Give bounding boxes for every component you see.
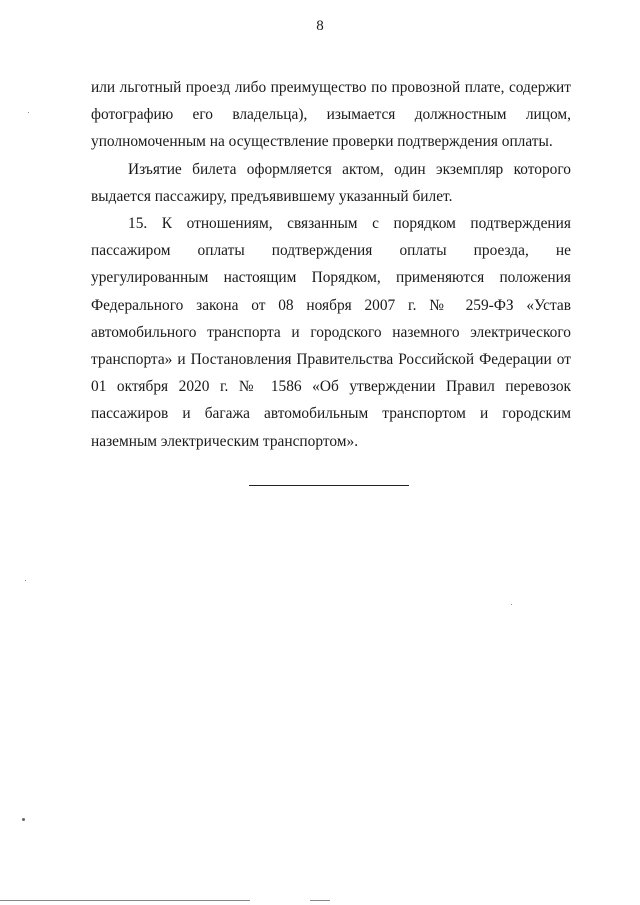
end-of-text-separator [249, 485, 409, 486]
scan-edge-line [310, 900, 330, 901]
scan-speck [25, 580, 26, 581]
page-number: 8 [316, 18, 324, 34]
scan-edge-line [0, 900, 250, 901]
scan-speck [28, 112, 29, 113]
paragraph-continuation: или льготный проезд либо преимущество по провозной плате, содержит фотографию его владельца), изымается должностным лицом, уполномоченным на осуществление проверки подтверждения оплаты. [91, 79, 571, 151]
scan-speck [511, 604, 512, 605]
document-body [91, 74, 571, 455]
paragraph-ticket-seizure: Изъятие билета оформляется актом, один экземпляр которого выдается пассажиру, предъявившему указанный билет. [91, 160, 571, 205]
scan-speck [22, 818, 25, 821]
paragraph-item-15: 15. К отношениям, связанным с порядком подтверждения пассажиром оплаты подтверждения оплаты проезда, не урегулированным настоящим Порядком, применяются положения Федерального закона от 08 ноября 2007 г. № 259-ФЗ «Устав автомобильного транспорта и городского наземного электрического транспорта» и Постановления Правительства Российской Федерации от 01 октября 2020 г. № 1586 «Об утверждении Правил перевозок пассажиров и багажа автомобильным транспортом и городским наземным электрическим транспортом». [91, 215, 571, 450]
